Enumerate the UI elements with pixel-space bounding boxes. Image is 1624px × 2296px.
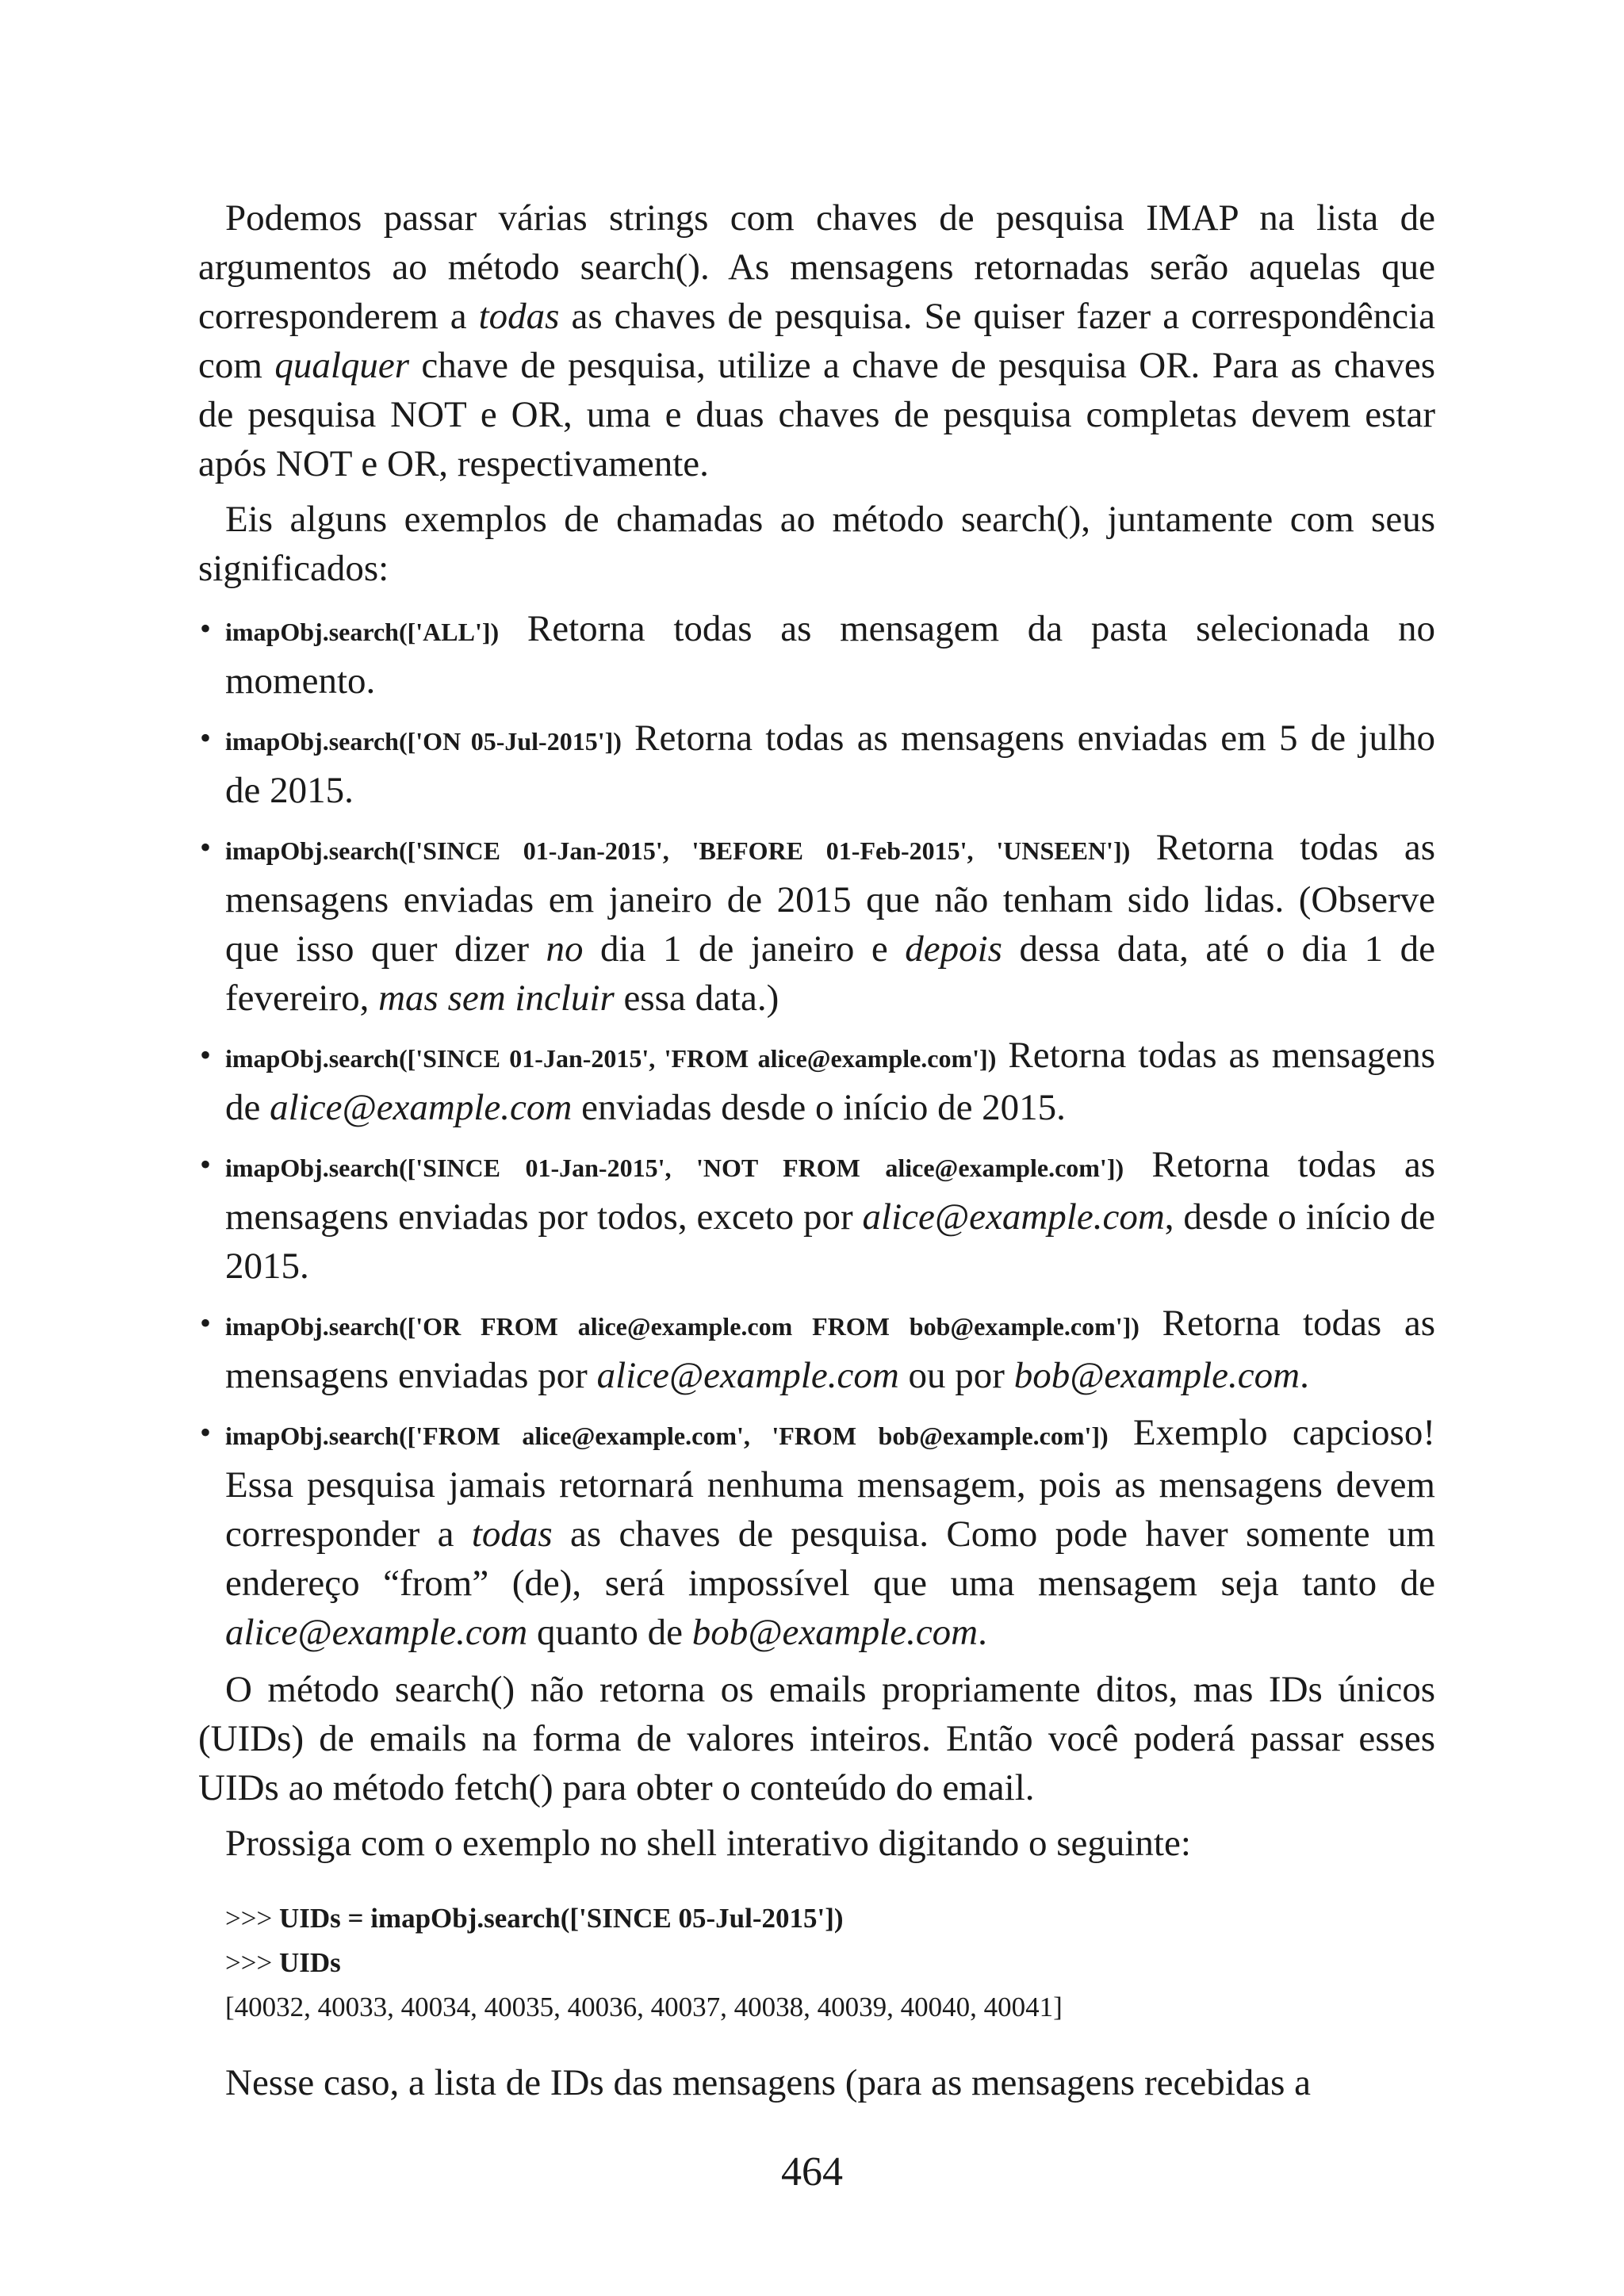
paragraph-continuation: Nesse caso, a lista de IDs das mensagens (para as mensagens recebidas a [225, 2062, 1312, 2103]
paragraph-uids: O método search() não retorna os emails propriamente ditos, mas IDs únicos (UIDs) de emails na forma de valores inteiros. Então você poderá passar esses UIDs ao método fetch() para obter o conteúdo do email. [198, 1669, 1435, 1808]
emphasis: mas sem incluir [378, 978, 615, 1019]
code-snippet: imapObj.search(['ON 05-Jul-2015']) [225, 727, 622, 756]
bullet-glyph: • [200, 1037, 212, 1073]
emphasis: todas [478, 296, 560, 337]
text-span: Retorna todas as mensagens enviadas em 5 de julho de 2015. [225, 718, 1436, 811]
search-examples-list [198, 604, 1435, 1657]
text-span: as chaves de pesquisa. Como pode haver somente um endereço “from” (de), será impossível que uma mensagem seja tanto de [225, 1513, 1435, 1604]
text-span: Retorna todas as mensagens enviadas por todos, exceto por [225, 1144, 1436, 1238]
list-item [198, 1299, 1435, 1400]
code-snippet: imapObj.search(['FROM alice@example.com', 'FROM bob@example.com']) [225, 1422, 1109, 1450]
list-item [198, 604, 1435, 706]
bullet-glyph: • [200, 1305, 212, 1341]
text-span: enviadas desde o início de 2015. [572, 1087, 1066, 1128]
text-span: dessa data, até o dia 1 de fevereiro, [225, 928, 1435, 1019]
text-span: . [1300, 1355, 1309, 1396]
text-span: quanto de [527, 1612, 692, 1653]
emphasis: todas [471, 1513, 553, 1555]
paragraph-examples-intro: Eis alguns exemplos de chamadas ao método search(), juntamente com seus significados: [198, 499, 1435, 589]
text-span: Exemplo capcioso! Essa pesquisa jamais retornará nenhuma mensagem, pois as mensagens devem corresponder a [225, 1412, 1436, 1555]
list-item [198, 823, 1435, 1023]
code-output: [40032, 40033, 40034, 40035, 40036, 40037, 40038, 40039, 40040, 40041] [225, 1992, 1063, 2022]
text-span: Retorna todas as mensagens enviadas em janeiro de 2015 que não tenham sido lidas. (Observe que isso quer dizer [225, 827, 1436, 970]
list-item [198, 714, 1435, 815]
text-span: as chaves de pesquisa. Se quiser fazer a correspondência com [198, 296, 1436, 386]
bullet-glyph: • [200, 1414, 212, 1450]
emphasis: alice@example.com [270, 1087, 573, 1128]
bullet-glyph: • [200, 720, 212, 756]
code-input: UIDs = imapObj.search(['SINCE 05-Jul-2015']) [278, 1903, 844, 1934]
code-snippet: imapObj.search(['OR FROM alice@example.com FROM bob@example.com']) [225, 1312, 1139, 1341]
bullet-glyph: • [200, 829, 212, 865]
shell-prompt: >>> [225, 1903, 279, 1934]
shell-prompt: >>> [225, 1947, 279, 1978]
list-item [198, 1408, 1435, 1657]
emphasis: no [546, 928, 584, 970]
text-span: Retorna todas as mensagem da pasta selecionada no momento. [225, 608, 1435, 702]
code-snippet: imapObj.search(['ALL']) [225, 618, 500, 646]
text-span: chave de pesquisa, utilize a chave de pesquisa OR. Para as chaves de pesquisa NOT e OR, uma e duas chaves de pesquisa completas devem estar após NOT e OR, respectivamente. [198, 345, 1435, 484]
emphasis: bob@example.com [1013, 1355, 1300, 1396]
text-span: , desde o início de 2015. [225, 1196, 1435, 1287]
code-snippet: imapObj.search(['SINCE 01-Jan-2015', 'NOT FROM alice@example.com']) [225, 1154, 1124, 1182]
text-span: dia 1 de janeiro e [583, 928, 906, 970]
code-snippet: imapObj.search(['SINCE 01-Jan-2015', 'BEFORE 01-Feb-2015', 'UNSEEN']) [225, 836, 1131, 865]
paragraph-shell-intro: Prossiga com o exemplo no shell interativo digitando o seguinte: [225, 1823, 1191, 1864]
text-span: Podemos passar várias strings com chaves de pesquisa IMAP na lista de argumentos ao método search(). As mensagens retornadas serão aquelas que corresponderem a [198, 197, 1435, 337]
interactive-shell-code [225, 1896, 1435, 2030]
paragraph-search-keys [198, 193, 1435, 488]
list-item [198, 1140, 1435, 1291]
text-span: Retorna todas as mensagens de [225, 1035, 1435, 1128]
text-span: Retorna todas as mensagens enviadas por [225, 1303, 1436, 1396]
emphasis: alice@example.com [596, 1355, 899, 1396]
code-line [225, 1896, 1435, 1941]
bullet-glyph: • [200, 1146, 212, 1182]
emphasis: bob@example.com [691, 1612, 979, 1653]
list-item [198, 1031, 1435, 1132]
text-span: essa data.) [614, 978, 779, 1019]
page-number: 464 [781, 2149, 843, 2195]
text-span: ou por [898, 1355, 1014, 1396]
page-content [198, 193, 1435, 2114]
bullet-glyph: • [200, 610, 212, 646]
code-line [225, 1941, 1435, 1985]
emphasis: qualquer [274, 345, 410, 386]
code-input: UIDs [278, 1947, 341, 1978]
text-span: . [978, 1612, 987, 1653]
emphasis: alice@example.com [862, 1196, 1165, 1238]
code-snippet: imapObj.search(['SINCE 01-Jan-2015', 'FROM alice@example.com']) [225, 1044, 997, 1073]
emphasis: alice@example.com [225, 1612, 528, 1653]
emphasis: depois [905, 928, 1002, 970]
